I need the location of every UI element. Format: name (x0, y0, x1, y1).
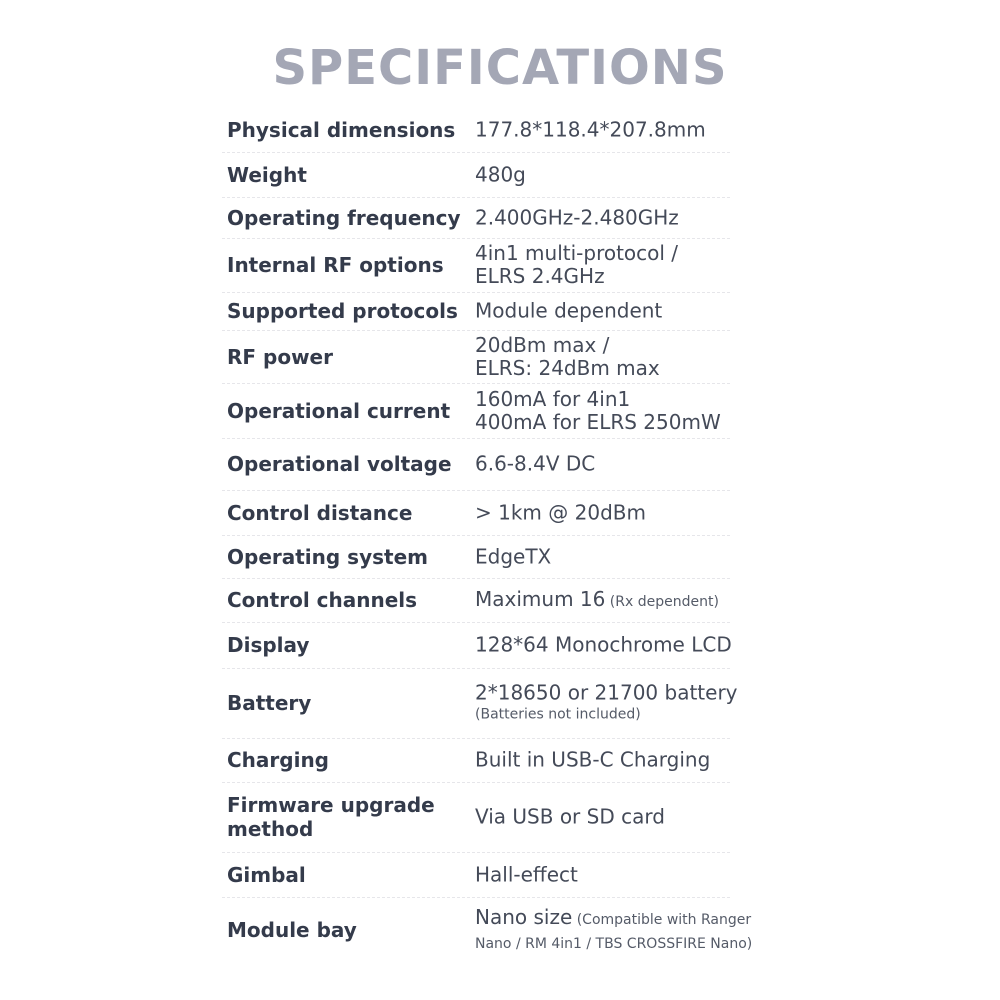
spec-value (475, 334, 795, 380)
spec-value-text: 480g (475, 162, 526, 186)
spec-label: Operational voltage (227, 452, 452, 476)
spec-value-text: 2*18650 or 21700 battery (475, 680, 738, 705)
spec-value-text: EdgeTX (475, 544, 552, 568)
spec-value (475, 863, 795, 886)
spec-row (222, 197, 730, 239)
spec-note: (Batteries not included) (475, 706, 641, 723)
spec-label: Control distance (227, 500, 413, 525)
spec-row (222, 490, 730, 536)
spec-label: Operating frequency (227, 205, 461, 230)
spec-value-text: 4in1 multi-protocol / ELRS 2.4GHz (475, 241, 679, 288)
spec-value-text: Maximum 16 (475, 587, 606, 611)
spec-value (475, 388, 795, 434)
spec-label: RF power (227, 344, 333, 369)
spec-value (475, 501, 795, 524)
spec-value (475, 545, 795, 568)
spec-row (222, 238, 730, 293)
spec-value-text: > 1km @ 20dBm (475, 500, 646, 524)
spec-value-text: 20dBm max / ELRS: 24dBm max (475, 332, 660, 380)
spec-value-text: Hall-effect (475, 862, 578, 886)
spec-row (222, 578, 730, 623)
spec-value-text: Built in USB-C Charging (475, 747, 711, 772)
spec-note: (Compatible with Ranger Nano / RM 4in1 / TBS CROSSFIRE Nano) (475, 911, 753, 952)
spec-value (475, 749, 795, 772)
spec-row (222, 897, 753, 962)
spec-value-text: 2.400GHz-2.480GHz (475, 205, 679, 229)
spec-label: Supported protocols (227, 299, 458, 323)
spec-label: Operational current (227, 398, 451, 423)
spec-value (475, 242, 795, 288)
spec-label: Control channels (227, 588, 418, 612)
spec-label: Display (227, 633, 310, 657)
spec-row (222, 782, 730, 853)
spec-label: Weight (227, 162, 307, 187)
spec-label: Gimbal (227, 862, 306, 887)
spec-value (475, 682, 795, 725)
spec-row (222, 738, 730, 783)
spec-row (222, 438, 730, 491)
spec-row (222, 535, 730, 579)
spec-value-text: 177.8*118.4*207.8mm (475, 117, 706, 142)
spec-label: Battery (227, 691, 312, 715)
spec-value (475, 634, 795, 657)
spec-value (475, 206, 795, 229)
spec-value-text: Nano size (475, 904, 573, 929)
spec-label: Module bay (227, 917, 357, 942)
spec-value-text: 128*64 Monochrome LCD (475, 632, 732, 657)
spec-value-text: Via USB or SD card (475, 804, 665, 829)
spec-value (475, 453, 795, 476)
spec-note: (Rx dependent) (605, 594, 719, 610)
spec-row (222, 152, 730, 198)
spec-value (475, 300, 795, 323)
spec-row (222, 292, 730, 331)
spec-value-text: 160mA for 4in1 400mA for ELRS 250mW (475, 386, 721, 434)
spec-value (475, 119, 795, 142)
spec-label: Physical dimensions (227, 118, 456, 142)
spec-label: Firmware upgrade method (227, 793, 435, 841)
spec-row (222, 330, 730, 384)
spec-value (475, 588, 795, 612)
spec-value-text: Module dependent (475, 298, 663, 323)
spec-value (475, 163, 795, 186)
spec-row (222, 852, 730, 898)
page-title: SPECIFICATIONS (272, 40, 728, 96)
spec-label: Charging (227, 748, 330, 772)
spec-value (475, 806, 795, 829)
spec-row (222, 622, 730, 669)
spec-label: Internal RF options (227, 253, 444, 277)
spec-row (222, 383, 730, 439)
spec-value-text: 6.6-8.4V DC (475, 451, 596, 476)
spec-row (222, 668, 738, 739)
spec-value (475, 906, 795, 954)
spec-row (222, 108, 730, 153)
spec-label: Operating system (227, 544, 428, 569)
